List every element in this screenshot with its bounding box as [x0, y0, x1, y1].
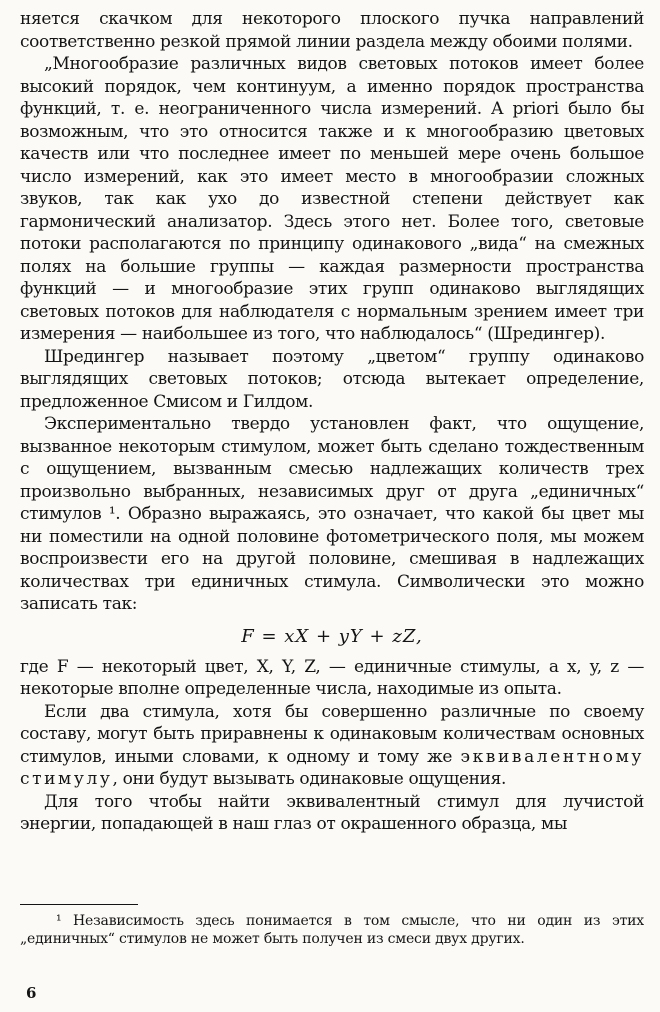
paragraph-continuation: няется скачком для некоторого плоского пучка направлений соответственно резкой прямой линии раздела между обоими полями.	[20, 9, 644, 52]
main-text	[20, 8, 644, 836]
footnote: ¹ Независимость здесь понимается в том смысле, что ни один из этих „единичных“ стимулов не может быть получен из смеси двух других.	[20, 913, 644, 947]
equivalent-text-after: , они будут вызывать одинаковые ощущения.	[112, 769, 507, 789]
paragraph-schrodinger-quote: „Многообразие различных видов световых потоков имеет более высокий порядок, чем континуум, а именно порядок пространства функций, т. е. неограниченного числа измерений. A priori было бы возможным, что это относится также и к многообразию цветовых качеств или что последнее имеет по меньшей мере очень большое число измерений, как это имеет место в многообразии сложных звуков, так как ухо до известной степени действует как гармонический анализатор. Здесь этого нет. Более того, световые потоки располагаются по принципу одинакового „вида“ на смежных полях на большие группы — каждая размерности пространства функций — и многообразие этих групп одинаково выглядящих световых потоков для наблюдателя с нормальным зрением имеет три измерения — наибольшее из того, что наблюдалось“ (Шредингер).	[20, 54, 644, 344]
spaced-emphasis: эквивалентному стимулу	[20, 746, 644, 789]
paragraph-radiant-energy: Для того чтобы найти эквивалентный стимул для лучистой энергии, попадающей в наш глаз от окрашенного образца, мы	[20, 791, 644, 834]
equivalent-text-before: Если два стимула, хотя бы совершенно различные по своему составу, могут быть приравнены к одинаковым количествам основных стимулов, иными словами, к одному и тому же	[20, 701, 644, 767]
color-equation: F = xX + yY + zZ,	[241, 625, 423, 647]
paragraph-color-definition: Шредингер называет поэтому „цветом“ группу одинаково выглядящих световых потоков; отсюда вытекает определение, предложенное Смисом и Гилдом.	[20, 346, 644, 412]
paragraph-experimental-fact: Экспериментально твердо установлен факт, что ощущение, вызванное некоторым стимулом, может быть сделано тождественным с ощущением, вызванным смесью надлежащих количеств трех произвольно выбранных, независимых друг от друга „единичных“ стимулов ¹. Образно выражаясь, это означает, что какой бы цвет мы ни поместили на одной половине фотометрического поля, мы можем воспроизвести его на другой половине, смешивая в надлежащих количествах три единичных стимула. Символически это можно записать так:	[20, 414, 644, 614]
footnote-divider	[20, 904, 138, 905]
page-number: 6	[26, 984, 37, 1002]
paragraph-equivalent-stimulus	[20, 701, 644, 791]
paragraph-formula-explanation: где F — некоторый цвет, X, Y, Z, — единичные стимулы, а x, y, z — некоторые вполне определенные числа, находимые из опыта.	[20, 656, 644, 699]
